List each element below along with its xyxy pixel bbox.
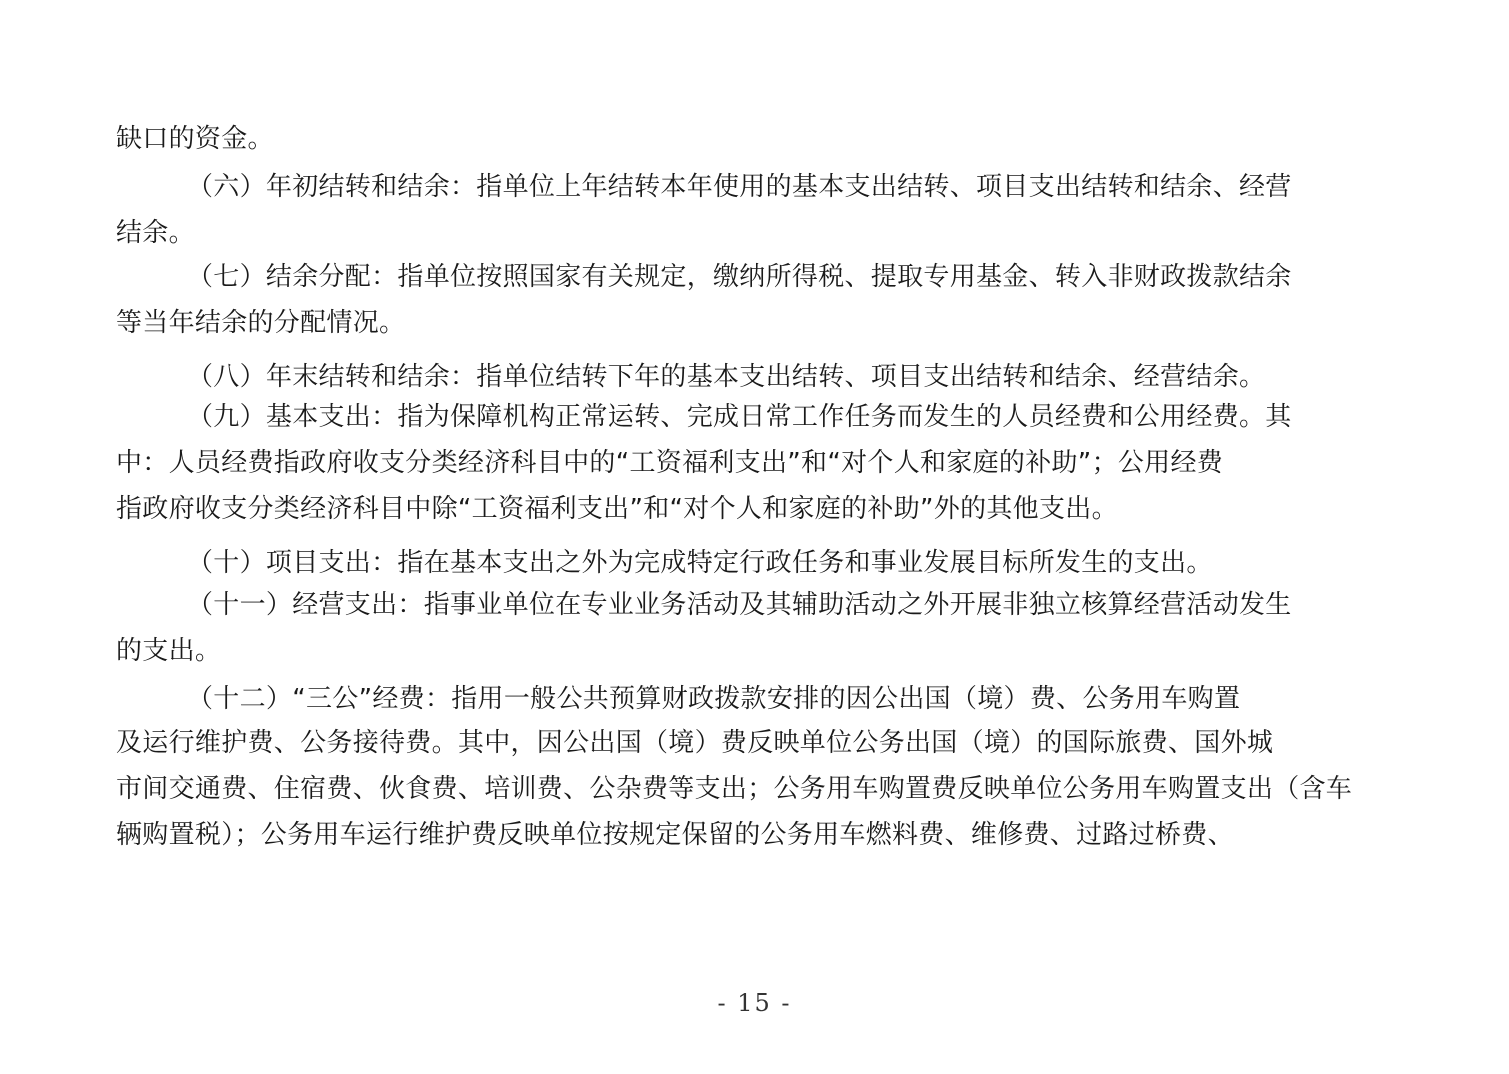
paragraph-line: 市间交通费、住宿费、伙食费、培训费、公杂费等支出；公务用车购置费反映单位公务用车购置支出（含车 (116, 774, 1353, 804)
paragraph-line: （十二）“三公”经费：指用一般公共预算财政拨款安排的因公出国（境）费、公务用车购置 (187, 684, 1241, 714)
paragraph-line: （七）结余分配：指单位按照国家有关规定，缴纳所得税、提取专用基金、转入非财政拨款结余 (187, 262, 1292, 292)
paragraph-line: 的支出。 (116, 636, 222, 666)
paragraph-line: 中：人员经费指政府收支分类经济科目中的“工资福利支出”和“对个人和家庭的补助”；公用经费 (116, 448, 1224, 478)
paragraph-line: （八）年末结转和结余：指单位结转下年的基本支出结转、项目支出结转和结余、经营结余。 (187, 362, 1266, 392)
paragraph-line: 指政府收支分类经济科目中除“工资福利支出”和“对个人和家庭的补助”外的其他支出。 (116, 494, 1118, 524)
paragraph-line: （十）项目支出：指在基本支出之外为完成特定行政任务和事业发展目标所发生的支出。 (187, 548, 1213, 578)
paragraph-line: 及运行维护费、公务接待费。其中，因公出国（境）费反映单位公务出国（境）的国际旅费、国外城 (116, 728, 1274, 758)
paragraph-line: 等当年结余的分配情况。 (116, 308, 406, 338)
paragraph-line: （十一）经营支出：指事业单位在专业业务活动及其辅助活动之外开展非独立核算经营活动发生 (187, 590, 1292, 620)
page-number: - 15 - (717, 989, 792, 1017)
paragraph-line: 辆购置税）；公务用车运行维护费反映单位按规定保留的公务用车燃料费、维修费、过路过桥费、 (116, 820, 1234, 850)
paragraph-line: 结余。 (116, 218, 195, 248)
paragraph-line: （九）基本支出：指为保障机构正常运转、完成日常工作任务而发生的人员经费和公用经费。其 (187, 402, 1292, 432)
paragraph-line: 缺口的资金。 (116, 124, 274, 154)
paragraph-line: （六）年初结转和结余：指单位上年结转本年使用的基本支出结转、项目支出结转和结余、经营 (187, 172, 1292, 202)
